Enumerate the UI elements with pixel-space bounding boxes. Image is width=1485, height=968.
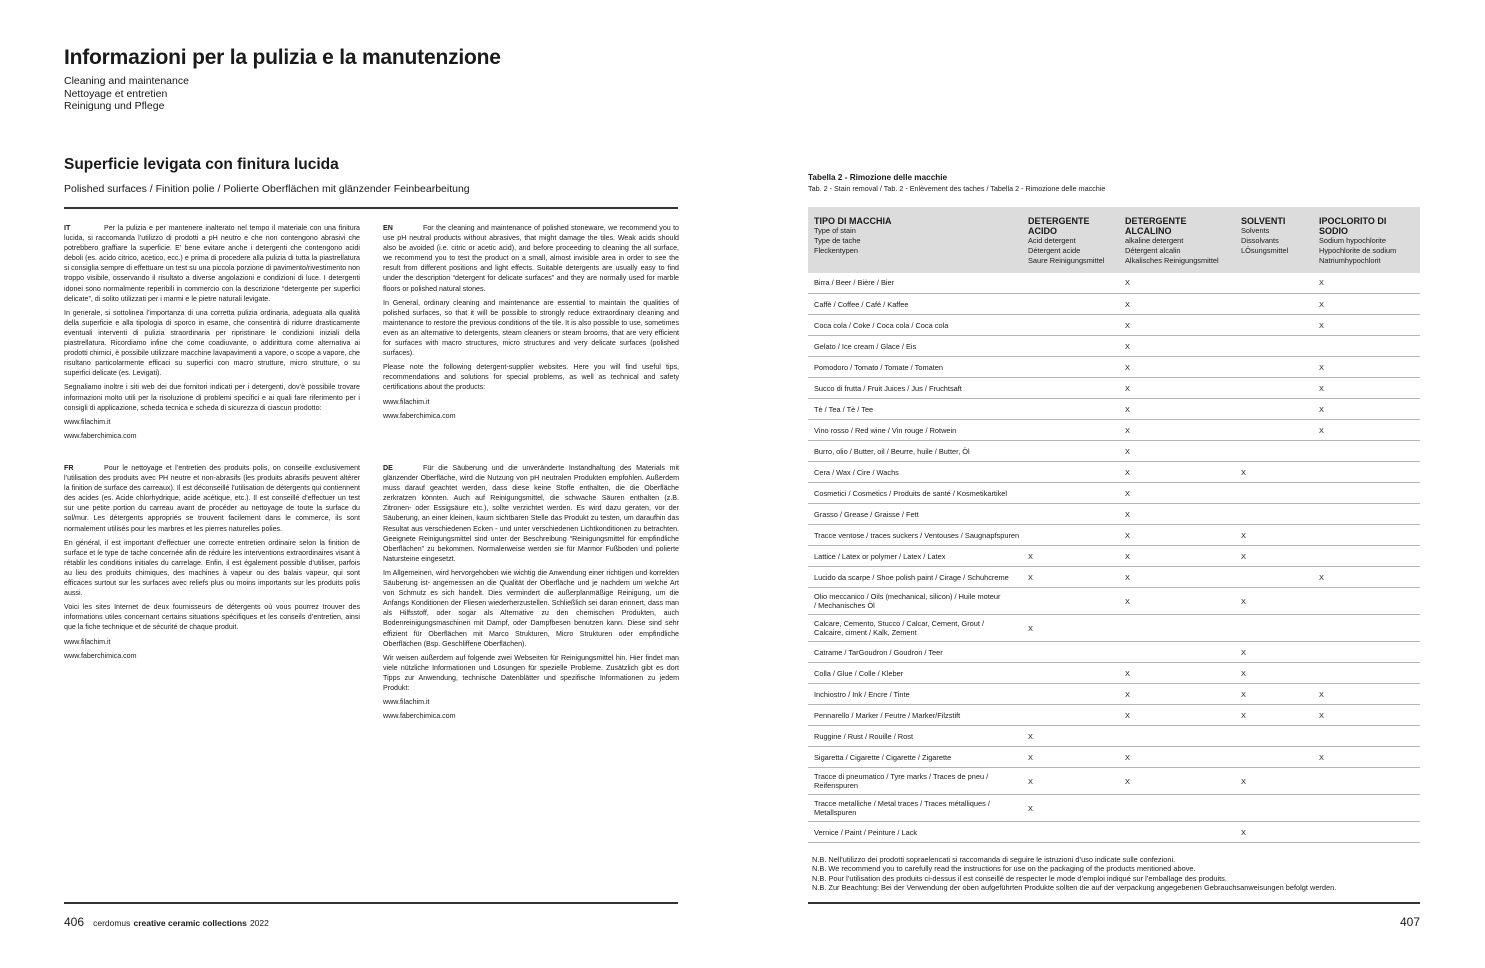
applicability-mark <box>1022 684 1119 705</box>
applicability-mark: X <box>1119 462 1235 483</box>
stain-type-cell: Grasso / Grease / Graisse / Fett <box>808 504 1022 525</box>
paragraph: Please note the following detergent-supplier websites. Here you will find useful tips, recommendations and solutions for special problems, as well as technical and safety certifications about the products: <box>383 363 679 392</box>
applicability-mark: X <box>1022 747 1119 768</box>
applicability-mark: X <box>1119 294 1235 315</box>
table-row <box>808 294 1420 315</box>
section-subtitle: Polished surfaces / Finition polie / Polierte Oberflächen mit glänzender Feinbearbeitung <box>64 183 470 195</box>
link-filachim[interactable]: www.filachim.it <box>383 698 430 707</box>
applicability-mark <box>1119 642 1235 663</box>
applicability-mark: X <box>1313 273 1420 294</box>
link-faberchimica[interactable]: www.faberchimica.com <box>64 651 137 660</box>
stain-type-cell: Vino rosso / Red wine / Vin rouge / Rotwein <box>808 420 1022 441</box>
section-title: Superficie levigata con finitura lucida <box>64 156 339 173</box>
applicability-mark <box>1235 336 1313 357</box>
applicability-mark: X <box>1235 768 1313 795</box>
applicability-mark: X <box>1022 546 1119 567</box>
applicability-mark: X <box>1022 567 1119 588</box>
applicability-mark: X <box>1119 663 1235 684</box>
paragraph: In generale, si sottolinea l’importanza di una corretta pulizia ordinaria, adeguata alla qualità della superficie e alla tipologia di sporco in esame, che consentirà di ridurre drasticamente eventuali interventi di pulizia straordinaria per ripristinare le condizioni iniziali della piastrellatura. Ricordiamo infine che come coadiuvante, o addirittura come alternativa ai prodotti chimici, è possibile utilizzare macchine lavapavimenti a vapore, o scope a vapore, che risultano particolarmente efficaci su superfici con macro strutture, micro strutture, o su superfici delicate (es. Levigati). <box>64 308 360 378</box>
link-filachim[interactable]: www.filachim.it <box>383 397 430 406</box>
stain-type-cell: Gelato / Ice cream / Glace / Eis <box>808 336 1022 357</box>
paragraph: In General, ordinary cleaning and maintenance are essential to maintain the qualities of polished surfaces, so that it will be possible to strongly reduce extraordinary cleaning and maintenance to restore the previous conditions of the tile. It is also possible to use, sometimes even as an alternative to detergents, steam cleaners or steam brooms, that are very efficient for surfaces with macro structures, micro structures and very delicate surfaces (polished surfaces). <box>383 298 679 358</box>
lang-label: FR <box>64 464 74 472</box>
divider <box>64 207 678 209</box>
applicability-mark <box>1313 726 1420 747</box>
applicability-mark: X <box>1119 684 1235 705</box>
stain-type-cell: Catrame / TarGoudron / Goudron / Teer <box>808 642 1022 663</box>
table-row <box>808 795 1420 822</box>
applicability-mark: X <box>1235 642 1313 663</box>
applicability-mark: X <box>1235 822 1313 843</box>
applicability-mark: X <box>1119 420 1235 441</box>
column-header <box>808 207 1022 273</box>
stain-type-cell: Succo di frutta / Fruit Juices / Jus / Fruchtsaft <box>808 378 1022 399</box>
note-en: N.B. We recommend you to carefully read the instructions for use on the packaging of the products mentioned above. <box>812 864 1196 874</box>
table-row <box>808 567 1420 588</box>
applicability-mark <box>1022 588 1119 615</box>
stain-type-cell: Olio meccanico / Oils (mechanical, silicon) / Huile moteur / Mechanisches Öl <box>808 588 1022 615</box>
applicability-mark <box>1119 795 1235 822</box>
applicability-mark <box>1022 663 1119 684</box>
table-row <box>808 615 1420 642</box>
applicability-mark: X <box>1313 747 1420 768</box>
applicability-mark <box>1022 315 1119 336</box>
subtitle-de: Reinigung und Pflege <box>64 100 165 113</box>
applicability-mark: X <box>1119 336 1235 357</box>
table-row <box>808 357 1420 378</box>
paragraph: Voici les sites Internet de deux fournisseurs de détergents où vous pourrez trouver des informations utiles concernant certains situations spécifiques et les conseils d’entretien, ainsi que la fiche technique et de sécurité de chaque produit. <box>64 603 360 632</box>
applicability-mark <box>1235 420 1313 441</box>
table-row <box>808 588 1420 615</box>
paragraph: Pour le nettoyage et l’entretien des produits polis, on conseille exclusivement l’utilisation des produits avec PH neutre et non-abrasifs (les produits abrasifs peuvent altérer la finition de surface des carreaux). Il est déconseillé l’utilisation de détergents qui contiennent des acides (es. Acide chlorhydrique, acide acétique, etc.). Il est conseillé d’effectuer un test sur une petite portion du carreau avant de procéder au nettoyage de toute la surface du sol/mur. Les détergents appropriés se trouvent facilement dans le commerce, ils sont normalement utilisés pour les marbres et les pierres naturelles polies. <box>64 464 360 533</box>
column-header-translation: Saure Reinigungsmittel <box>1028 256 1105 266</box>
brand: cerdomus <box>93 918 131 928</box>
table-row <box>808 684 1420 705</box>
table-row <box>808 642 1420 663</box>
stain-type-cell: Tracce ventose / traces suckers / Ventouses / Saugnapfspuren <box>808 525 1022 546</box>
stain-type-cell: Inchiostro / Ink / Encre / Tinte <box>808 684 1022 705</box>
applicability-mark <box>1022 705 1119 726</box>
applicability-mark <box>1235 567 1313 588</box>
applicability-mark <box>1313 768 1420 795</box>
stain-type-cell: Coca cola / Coke / Coca cola / Coca cola <box>808 315 1022 336</box>
applicability-mark <box>1313 483 1420 504</box>
table-row <box>808 462 1420 483</box>
applicability-mark: X <box>1022 615 1119 642</box>
applicability-mark: X <box>1119 273 1235 294</box>
stain-type-cell: Lattice / Latex or polymer / Latex / Latex <box>808 546 1022 567</box>
collection-name: creative ceramic collections <box>133 918 247 928</box>
column-header-translation: Acid detergent <box>1028 236 1076 245</box>
applicability-mark <box>1235 441 1313 462</box>
stain-type-cell: Pomodoro / Tomato / Tomate / Tomaten <box>808 357 1022 378</box>
subtitle-en: Cleaning and maintenance <box>64 75 189 87</box>
stain-type-cell: Lucido da scarpe / Shoe polish paint / Cirage / Schuhcreme <box>808 567 1022 588</box>
applicability-mark <box>1022 378 1119 399</box>
stain-type-cell: Ruggine / Rust / Rouille / Rost <box>808 726 1022 747</box>
text-block-it <box>64 223 360 445</box>
note-fr: N.B. Pour l’utilisation des produits ci-dessus il est conseillé de respecter le mode d’emploi indiqué sur l’emballage des produits. <box>812 873 1227 883</box>
applicability-mark <box>1022 420 1119 441</box>
stain-type-cell: Birra / Beer / Bière / Bier <box>808 273 1022 294</box>
link-filachim[interactable]: www.filachim.it <box>64 637 111 646</box>
applicability-mark <box>1235 795 1313 822</box>
column-header-translation: Type de tache <box>814 236 861 246</box>
applicability-mark: X <box>1119 357 1235 378</box>
column-header-title: IPOCLORITO DI SODIO <box>1319 216 1387 236</box>
table-row <box>808 768 1420 795</box>
applicability-mark: X <box>1119 705 1235 726</box>
table-row <box>808 336 1420 357</box>
applicability-mark: X <box>1235 462 1313 483</box>
column-header-title: DETERGENTE ALCALINO <box>1125 216 1187 236</box>
applicability-mark: X <box>1022 726 1119 747</box>
column-header-translation: Sodium hypochlorite <box>1319 236 1386 245</box>
applicability-mark <box>1235 315 1313 336</box>
applicability-mark <box>1235 399 1313 420</box>
column-header-title: DETERGENTE ACIDO <box>1028 216 1090 236</box>
applicability-mark: X <box>1235 705 1313 726</box>
table-row <box>808 315 1420 336</box>
applicability-mark <box>1313 642 1420 663</box>
applicability-mark <box>1235 273 1313 294</box>
column-header-translation: Solvents <box>1241 226 1270 235</box>
applicability-mark <box>1022 642 1119 663</box>
column-header-translation: alkaline detergent <box>1125 236 1184 245</box>
stain-type-cell: Sigaretta / Cigarette / Cigarette / Zigarette <box>808 747 1022 768</box>
applicability-mark: X <box>1235 525 1313 546</box>
applicability-mark <box>1235 615 1313 642</box>
stain-type-cell: Burro, olio / Butter, oil / Beurre, huile / Butter, Öl <box>808 441 1022 462</box>
applicability-mark <box>1022 441 1119 462</box>
applicability-mark <box>1313 546 1420 567</box>
applicability-mark: X <box>1235 684 1313 705</box>
paragraph: Per la pulizia e per mantenere inalterato nel tempo il materiale con una finitura lucida, si raccomanda l’utilizzo di prodotti a pH neutro e che non contengono abrasivi che potrebbero graffiare la superficie. E’ bene evitare anche i detergenti che contengono acidi deboli (es. acido citrico, acetico, ecc.) e prima di procedere alla pulizia di tutta la piastrellatura si consiglia sempre di effettuare un test su una piccola porzione di pavimento/rivestimento non troppo visibile, osservando il risultato a diverse angolazioni e condizioni di luce. I detergenti idonei sono normalmente reperibili in commercio con la descrizione “detergente per superfici delicate”, di solito utilizzati per i marmi e le pietre naturali levigate. <box>64 224 360 303</box>
stain-type-cell: Vernice / Paint / Peinture / Lack <box>808 822 1022 843</box>
applicability-mark <box>1119 615 1235 642</box>
text-block-de <box>383 463 679 725</box>
link-filachim[interactable]: www.filachim.it <box>64 417 111 426</box>
applicability-mark: X <box>1022 768 1119 795</box>
footer-divider <box>808 902 1420 904</box>
column-header-translation: Fleckentypen <box>814 246 858 256</box>
applicability-mark: X <box>1313 705 1420 726</box>
stain-type-cell: Tracce metalliche / Metal traces / Traces métalliques / Metallspuren <box>808 795 1022 822</box>
link-faberchimica[interactable]: www.faberchimica.com <box>383 411 456 420</box>
page-number: 406 <box>64 915 85 929</box>
column-header <box>1235 207 1313 273</box>
column-header-title: TIPO DI MACCHIA <box>814 216 892 226</box>
applicability-mark <box>1022 357 1119 378</box>
column-header <box>1313 207 1420 273</box>
notes <box>812 855 1336 892</box>
applicability-mark <box>1235 483 1313 504</box>
lang-label: IT <box>64 224 71 232</box>
applicability-mark <box>1235 294 1313 315</box>
applicability-mark <box>1022 822 1119 843</box>
column-header-translation: Détergent acide <box>1028 246 1081 256</box>
applicability-mark <box>1235 357 1313 378</box>
subtitle-fr: Nettoyage et entretien <box>64 87 168 100</box>
applicability-mark: X <box>1119 315 1235 336</box>
applicability-mark: X <box>1119 441 1235 462</box>
table-row <box>808 483 1420 504</box>
applicability-mark: X <box>1119 504 1235 525</box>
column-header <box>1119 207 1235 273</box>
table-row <box>808 747 1420 768</box>
paragraph: Wir weisen außerdem auf folgende zwei Webseiten für Reinigungsmittel hin. Hier findet man viele nützliche Informationen und Lösungen für spezielle Probleme. Zusätzlich gibt es dort Tipps zur Anwendung, technische Datenblätter und spezifische Informationen zu jedem Produkt: <box>383 653 679 692</box>
applicability-mark <box>1235 726 1313 747</box>
applicability-mark: X <box>1235 546 1313 567</box>
column-header-translation: Type of stain <box>814 226 856 235</box>
applicability-mark: X <box>1313 294 1420 315</box>
applicability-mark: X <box>1119 399 1235 420</box>
page-title: Informazioni per la pulizia e la manutenzione <box>64 46 501 69</box>
applicability-mark: X <box>1119 747 1235 768</box>
applicability-mark <box>1313 441 1420 462</box>
lang-label: DE <box>383 464 393 472</box>
applicability-mark: X <box>1022 795 1119 822</box>
column-header-translation: Détergent alcalin <box>1125 246 1181 256</box>
stain-type-cell: Cosmetici / Cosmetics / Produits de santé / Kosmetikartikel <box>808 483 1022 504</box>
page-subtitles <box>64 75 189 113</box>
applicability-mark: X <box>1119 546 1235 567</box>
applicability-mark: X <box>1313 357 1420 378</box>
paragraph: Segnaliamo inoltre i siti web dei due fornitori indicati per i detergenti, dov’è possibile trovare informazioni molto utili per la risoluzione di problemi specifici e ai quali fare riferimento per i consigli di applicazione, scheda tecnica e scheda di sicurezza di ciascun prodotto: <box>64 383 360 412</box>
text-block-fr <box>64 463 360 665</box>
applicability-mark <box>1313 795 1420 822</box>
footer-divider <box>64 902 678 904</box>
applicability-mark: X <box>1313 399 1420 420</box>
applicability-mark <box>1022 504 1119 525</box>
table-row <box>808 399 1420 420</box>
stain-type-cell: Calcare, Cemento, Stucco / Calcar, Cement, Grout / Calcaire, ciment / Kalk, Zement <box>808 615 1022 642</box>
applicability-mark: X <box>1313 420 1420 441</box>
table-row <box>808 441 1420 462</box>
table-row <box>808 420 1420 441</box>
applicability-mark <box>1022 294 1119 315</box>
lang-label: EN <box>383 224 393 232</box>
applicability-mark <box>1119 822 1235 843</box>
table-row <box>808 663 1420 684</box>
applicability-mark <box>1235 504 1313 525</box>
applicability-mark: X <box>1235 588 1313 615</box>
applicability-mark <box>1022 336 1119 357</box>
note-de: N.B. Zur Beachtung: Bei der Verwendung der oben aufgeführten Produkte sollten die auf der verpackung angegebenen Gebrauchsanweisungen befolgt werden. <box>812 882 1337 892</box>
table-row <box>808 546 1420 567</box>
applicability-mark: X <box>1119 588 1235 615</box>
applicability-mark <box>1022 462 1119 483</box>
applicability-mark: X <box>1119 768 1235 795</box>
table-row <box>808 726 1420 747</box>
applicability-mark <box>1022 525 1119 546</box>
table-row <box>808 378 1420 399</box>
stain-removal-table <box>808 207 1420 843</box>
table-row <box>808 273 1420 294</box>
column-header-translation: Alkalisches Reinigungsmittel <box>1125 256 1219 266</box>
applicability-mark: X <box>1119 525 1235 546</box>
applicability-mark <box>1022 399 1119 420</box>
column-header <box>1022 207 1119 273</box>
column-header-translation: Dissolvants <box>1241 236 1279 246</box>
column-header-title: SOLVENTI <box>1241 216 1286 226</box>
applicability-mark <box>1313 525 1420 546</box>
applicability-mark: X <box>1313 315 1420 336</box>
applicability-mark: X <box>1313 567 1420 588</box>
page-footer-left <box>64 915 269 929</box>
applicability-mark <box>1022 483 1119 504</box>
column-header-translation: Hypochlorite de sodium <box>1319 246 1397 256</box>
table-row <box>808 822 1420 843</box>
applicability-mark <box>1313 336 1420 357</box>
applicability-mark: X <box>1313 684 1420 705</box>
applicability-mark <box>1022 273 1119 294</box>
applicability-mark <box>1313 462 1420 483</box>
table-subtitle: Tab. 2 - Stain removal / Tab. 2 - Enlèvement des taches / Tabella 2 - Rimozione delle macchie <box>808 184 1106 193</box>
applicability-mark <box>1119 726 1235 747</box>
applicability-mark: X <box>1235 663 1313 684</box>
applicability-mark <box>1313 663 1420 684</box>
applicability-mark <box>1235 747 1313 768</box>
year: 2022 <box>249 918 269 928</box>
note-it: N.B. Nell’utilizzo dei prodotti sopraelencati si raccomanda di seguire le istruzioni d’uso indicate sulle confezioni. <box>812 855 1176 864</box>
applicability-mark <box>1313 588 1420 615</box>
table-row <box>808 525 1420 546</box>
text-block-en <box>383 223 679 425</box>
link-faberchimica[interactable]: www.faberchimica.com <box>64 431 137 440</box>
applicability-mark: X <box>1119 378 1235 399</box>
stain-type-cell: Colla / Glue / Colle / Kleber <box>808 663 1022 684</box>
column-header-translation: Natriumhypochlorit <box>1319 256 1381 266</box>
stain-type-cell: Caffè / Coffee / Café / Kaffee <box>808 294 1022 315</box>
stain-type-cell: Tè / Tea / Tè / Tee <box>808 399 1022 420</box>
page-number: 407 <box>1399 915 1420 929</box>
applicability-mark <box>1313 504 1420 525</box>
applicability-mark <box>1235 378 1313 399</box>
paragraph: Im Allgemeinen, wird hervorgehoben wie wichtig die Anwendung einer richtigen und korrekten Säuberung ist- angemessen an die Qualität der Oberfläche und je nachdem um welche Art von Schmutz es sich handelt. Dies vermindert die außerplanmäßige Reinigung, um die Anfangs Konditionen der Fliesen wiederherzustellen. Schließlich sei daran erinnert, dass man als Hilfsstoff, oder sogar als Alternative zu den chemischen Produkten, auch Bodenreinigungsmaschinen mit Dampf, oder Dampfbesen benutzen kann. Diese sind sehr effizient für Oberflächen mit Marco Strukturen, Micro Strukturen oder empfindliche Oberflächen (Bsp. Geschliffene Oberflächen). <box>383 568 679 648</box>
paragraph: Für die Säuberung und die unveränderte Instandhaltung des Materials mit glänzender Oberfläche, wird die Nutzung von pH neutralen Produkten empfohlen. Außerdem muss darauf geachtet werden, dass diese keine Stoffe enthalten, die die Oberfläche zerkratzen könnten. Auch auf Reinigungsmittel, die schwache Säuren enthalten (z.B. Zitronen- oder Essigsäure etc.), sollte verzichtet werden. Es wird dazu geraten, vor der Säuberung, an einer kleinen, kaum sichtbaren Stelle das Produkt zu testen, um daraufhin das Resultat aus verschiedenen Ecken - und unter verschiedenen Lichtkonditionen zu betrachten. Geeignete Reinigungsmittel sind unter der Beschreibung “Reinigungsmittel für empfindliche Oberflächen” zu bekommen. Normalerweise werden sie für Marmor Fußboden und polierte Natursteine eingesetzt. <box>383 464 679 563</box>
applicability-mark: X <box>1119 567 1235 588</box>
column-header-translation: LÖsungsmittel <box>1241 246 1289 256</box>
applicability-mark <box>1313 822 1420 843</box>
table-title: Tabella 2 - Rimozione delle macchie <box>808 173 948 182</box>
applicability-mark: X <box>1313 378 1420 399</box>
stain-type-cell: Pennarello / Marker / Feutre / Marker/Filzstift <box>808 705 1022 726</box>
stain-type-cell: Tracce di pneumatico / Tyre marks / Traces de pneu / Reifenspuren <box>808 768 1022 795</box>
applicability-mark <box>1313 615 1420 642</box>
table-row <box>808 705 1420 726</box>
stain-type-cell: Cera / Wax / Cire / Wachs <box>808 462 1022 483</box>
paragraph: For the cleaning and maintenance of polished stoneware, we recommend you to use pH neutral products without abrasives, that might damage the tiles. Weak acids should also be avoided (i.e. citric or acetic acid), and before proceeding to cleaning the all surface, we recommend you to test the product on a small, almost invisible area in order to see the result from different positions and light effects. Suitable detergents are usually easy to find under the description “detergent for delicate surfaces” and they are normally used for marble floors or polished natural stones. <box>383 224 679 293</box>
paragraph: En général, il est important d’effectuer une correcte entretien ordinaire selon la finition de surface et le type de tache concernée afin de réduire les interventions extraordinaires visant à rétablir les conditions initiales du carrelage. Enfin, il est également possible d’utiliser, parfois au lieu des produits chimiques, des machines à vapeur ou des balais vapeur, qui sont efficaces surtout sur les surfaces avec reliefs plus ou moins importants sur les produits polis aussi. <box>64 538 360 598</box>
link-faberchimica[interactable]: www.faberchimica.com <box>383 712 456 721</box>
table-row <box>808 504 1420 525</box>
applicability-mark: X <box>1119 483 1235 504</box>
